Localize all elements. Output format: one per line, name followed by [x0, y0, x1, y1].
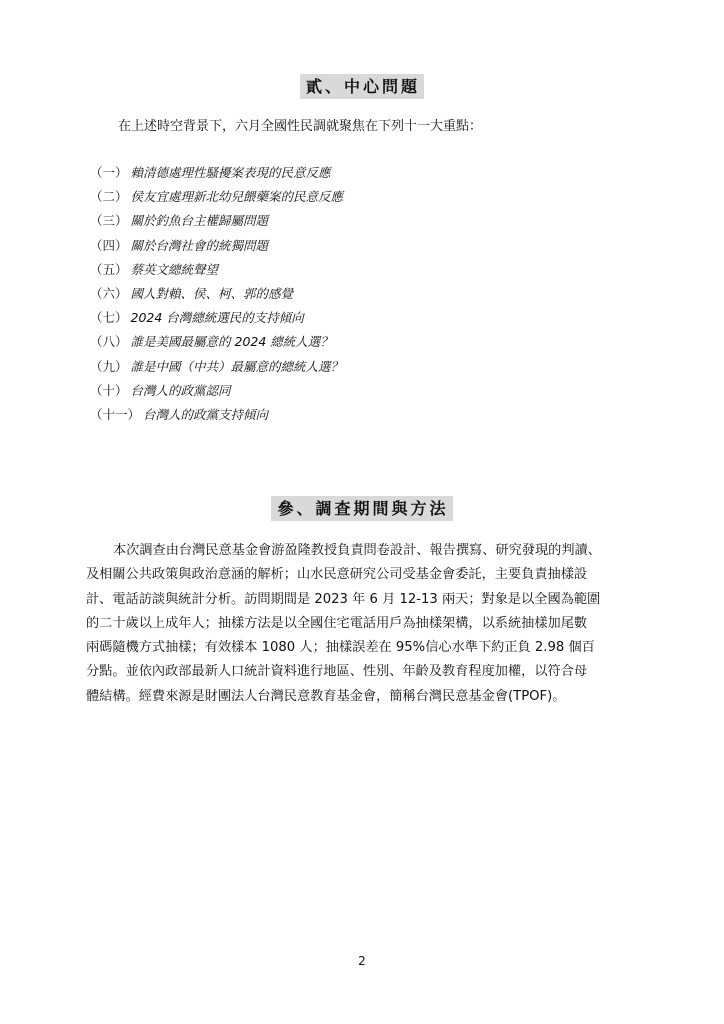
section-2-heading-text: 貳、中心問題	[300, 74, 424, 99]
topic-text: 蔡英文總統聲望	[130, 261, 219, 277]
topic-text: 台灣人的政黨支持傾向	[143, 406, 269, 422]
list-item	[90, 333, 343, 357]
section-2-intro: 在上述時空背景下，六月全國性民調就聚焦在下列十一大重點：	[118, 119, 483, 134]
topic-text: 關於釣魚台主權歸屬問題	[130, 213, 269, 229]
list-item	[90, 164, 343, 188]
topic-number: （二）	[90, 189, 128, 205]
topic-number: （九）	[90, 358, 128, 374]
list-item	[90, 406, 343, 430]
topic-number: （五）	[90, 261, 128, 277]
paragraph-line: 體結構。經費來源是財團法人台灣民意教育基金會，簡稱台灣民意基金會(TPOF)。	[86, 688, 566, 704]
section-3-heading-text: 參、調查期間與方法	[271, 496, 452, 521]
topic-number: （一）	[90, 165, 128, 180]
list-item	[90, 285, 343, 309]
topic-text: 國人對賴、侯、柯、郭的感覺	[130, 285, 294, 301]
paragraph-line: 本次調查由台灣民意基金會游盈隆教授負責問卷設計、報告撰寫、研究發現的判讀、	[113, 543, 601, 558]
list-item	[90, 382, 343, 406]
topic-text: 侯友宜處理新北幼兒餵藥案的民意反應	[130, 189, 344, 205]
paragraph-line: 計、電話訪談與統計分析。訪問期間是 2023 年 6 月 12-13 兩天；對象是以全國為範圍	[86, 591, 601, 607]
topic-number: （三）	[90, 213, 128, 229]
topic-text: 關於台灣社會的統獨問題	[130, 237, 269, 253]
list-item	[90, 237, 343, 261]
paragraph-line: 兩碼隨機方式抽樣；有效樣本 1080 人；抽樣誤差在 95%信心水準下約正負 2.98 個百	[86, 640, 595, 656]
paragraph-line: 的二十歲以上成年人；抽樣方法是以全國住宅電話用戶為抽樣架構，以系統抽樣加尾數	[86, 615, 588, 631]
topic-number: （七）	[90, 310, 128, 326]
topic-text: 台灣人的政黨認同	[130, 382, 231, 398]
topic-list	[90, 164, 343, 430]
topic-number: （八）	[90, 334, 128, 350]
list-item	[90, 358, 343, 382]
topic-text: 2024 台灣總統選民的支持傾向	[130, 310, 304, 326]
topic-text: 賴清德處理性騷擾案表現的民意反應	[130, 165, 331, 180]
paragraph-line: 分點。並依內政部最新人口統計資料進行地區、性別、年齡及教育程度加權，以符合母	[86, 664, 588, 680]
section-3-heading	[0, 496, 724, 521]
list-item	[90, 188, 343, 212]
topic-number: （四）	[90, 237, 128, 253]
section-2-heading	[0, 74, 724, 99]
topic-text: 誰是中國（中共）最屬意的總統人選？	[130, 358, 344, 374]
topic-number: （六）	[90, 285, 128, 301]
list-item	[90, 309, 343, 333]
page-number: 2	[358, 954, 366, 968]
topic-text: 誰是美國最屬意的 2024 總統人選？	[130, 334, 333, 350]
topic-number: （十一）	[90, 406, 141, 422]
list-item	[90, 212, 343, 236]
paragraph-line: 及相關公共政策與政治意涵的解析；山水民意研究公司受基金會委託，主要負責抽樣設	[86, 567, 588, 583]
method-paragraph	[86, 539, 646, 709]
list-item	[90, 261, 343, 285]
topic-number: （十）	[90, 382, 128, 398]
